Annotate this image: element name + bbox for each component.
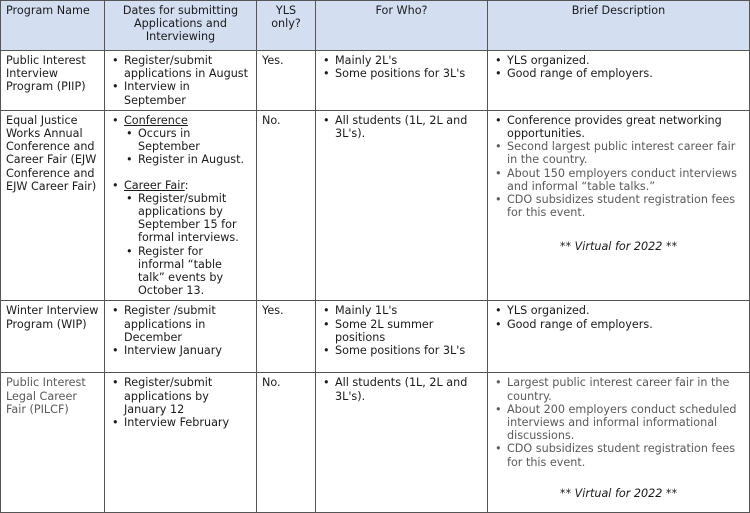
description-cell	[488, 373, 750, 513]
for-who-cell	[316, 110, 488, 301]
virtual-note: ** Virtual for 2022 **	[559, 240, 678, 254]
description-cell	[488, 110, 750, 301]
dates-cell	[105, 301, 257, 373]
list-item: • Some positions for 3L's	[335, 344, 482, 357]
dates-cell	[105, 51, 257, 111]
list-item: • Register/submit applications by January 12	[124, 376, 251, 416]
list-item: • About 200 employers conduct scheduled interviews and informal informational discussions.	[507, 403, 744, 443]
list-item: • Interview February	[124, 416, 251, 429]
conference-label: Conference	[124, 113, 188, 127]
dates-cell	[105, 110, 257, 301]
list-item: • Good range of employers.	[507, 67, 744, 80]
program-name-cell: Public Interest Interview Program (PIIP)	[1, 51, 105, 111]
list-item: • Interview January	[124, 344, 251, 357]
list-item	[124, 179, 251, 298]
yls-only-cell: Yes.	[257, 51, 316, 111]
list-item	[124, 114, 251, 167]
header-brief-description: Brief Description	[488, 1, 750, 51]
header-program-name: Program Name	[1, 1, 105, 51]
virtual-note: ** Virtual for 2022 **	[559, 486, 678, 500]
list-item: • About 150 employers conduct interviews and informal “table talks.”	[507, 167, 744, 193]
table-row	[1, 51, 750, 111]
yls-only-cell: No.	[257, 110, 316, 301]
for-who-cell	[316, 373, 488, 513]
table-row	[1, 110, 750, 301]
list-item: • CDO subsidizes student registration fees for this event.	[507, 193, 744, 219]
header-dates: Dates for submitting Applications and Interviewing	[105, 1, 257, 51]
description-cell	[488, 301, 750, 373]
list-item: • Mainly 1L's	[335, 304, 482, 317]
list-item: • Occurs in September	[138, 127, 251, 153]
career-fair-label: Career Fair	[124, 178, 185, 192]
list-item: • CDO subsidizes student registration fees for this event.	[507, 442, 744, 468]
table-row	[1, 373, 750, 513]
list-item: • Good range of employers.	[507, 318, 744, 331]
list-item: • Some 2L summer positions	[335, 318, 482, 344]
program-name-cell: Equal Justice Works Annual Conference and Career Fair (EJW Conference and EJW Career Fair)	[1, 110, 105, 301]
list-item: • All students (1L, 2L and 3L's).	[335, 114, 482, 140]
for-who-cell	[316, 301, 488, 373]
header-yls-only: YLS only?	[257, 1, 316, 51]
dates-cell	[105, 373, 257, 513]
header-for-who: For Who?	[316, 1, 488, 51]
yls-only-cell: No.	[257, 373, 316, 513]
list-item: • Second largest public interest career fair in the country.	[507, 140, 744, 166]
list-item: • All students (1L, 2L and 3L's).	[335, 376, 482, 402]
list-item: • Register/submit applications in August	[124, 54, 251, 80]
list-item: • Register in August.	[138, 153, 251, 166]
for-who-cell	[316, 51, 488, 111]
list-item: • Some positions for 3L's	[335, 67, 482, 80]
yls-only-cell: Yes.	[257, 301, 316, 373]
list-item: • Largest public interest career fair in the country.	[507, 376, 744, 402]
list-item: • Conference provides great networking opportunities.	[507, 114, 744, 140]
list-item: • Mainly 2L's	[335, 54, 482, 67]
list-item: • YLS organized.	[507, 304, 744, 317]
header-row	[1, 1, 750, 51]
list-item: • Interview in September	[124, 80, 251, 106]
program-name-cell: Public Interest Legal Career Fair (PILCF)	[1, 373, 105, 513]
list-item: • Register /submit applications in December	[124, 304, 251, 344]
program-name-cell: Winter Interview Program (WIP)	[1, 301, 105, 373]
list-item: • Register for informal “table talk” events by October 13.	[138, 245, 251, 298]
list-item: • Register/submit applications by September 15 for formal interviews.	[138, 192, 251, 245]
table-row	[1, 301, 750, 373]
list-item: • YLS organized.	[507, 54, 744, 67]
description-cell	[488, 51, 750, 111]
career-fair-colon: :	[184, 178, 189, 192]
